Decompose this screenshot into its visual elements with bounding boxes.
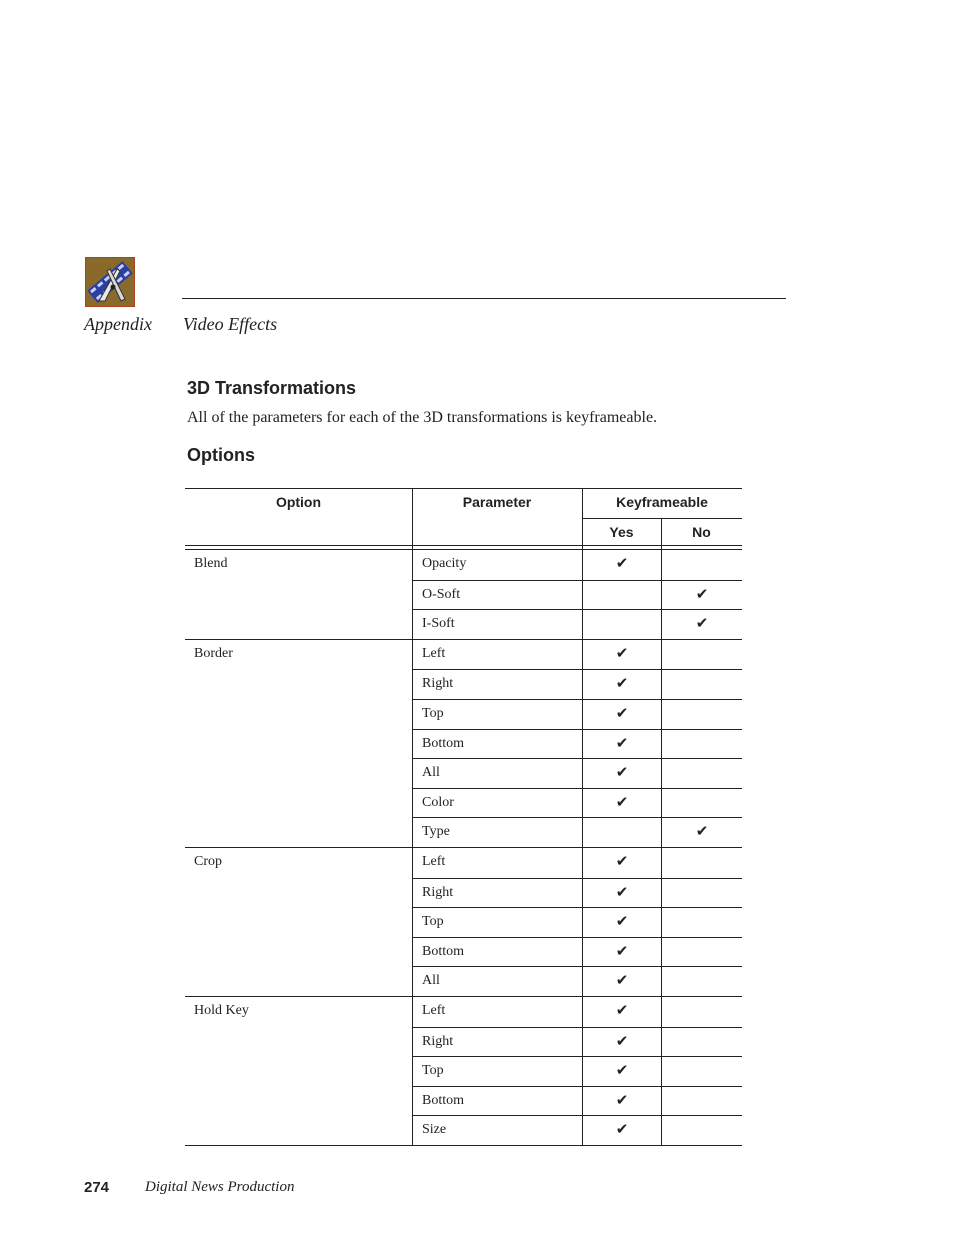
table-row <box>413 1056 742 1086</box>
keyframeable-yes-cell: ✔ <box>583 789 662 818</box>
keyframeable-yes-cell <box>583 818 662 847</box>
header-double-rule <box>185 545 742 546</box>
keyframeable-yes-cell: ✔ <box>583 759 662 788</box>
option-label: Crop <box>194 853 222 869</box>
table-row <box>413 640 742 670</box>
parameter-cell: Top <box>413 700 583 729</box>
keyframeable-no-cell <box>662 848 742 878</box>
parameter-cell: Right <box>413 670 583 699</box>
table-header <box>185 488 742 549</box>
book-title: Digital News Production <box>145 1179 295 1195</box>
table-row <box>413 609 742 639</box>
table-row <box>413 937 742 967</box>
keyframeable-no-cell <box>662 1028 742 1057</box>
keyframeable-yes-cell: ✔ <box>583 1087 662 1116</box>
table-row <box>413 669 742 699</box>
parameter-cell: Bottom <box>413 730 583 759</box>
table-row <box>413 997 742 1027</box>
table-row <box>413 1027 742 1057</box>
keyframeable-no-cell: ✔ <box>695 614 709 633</box>
intro-paragraph: All of the parameters for each of the 3D transformations is keyframeable. <box>187 409 658 426</box>
parameter-cell: Type <box>413 818 583 847</box>
parameter-cell: Left <box>413 997 583 1027</box>
keyframeable-no-cell <box>662 550 742 580</box>
table-row <box>413 699 742 729</box>
parameter-cell: Left <box>413 640 583 670</box>
option-label: Hold Key <box>194 1002 249 1018</box>
table-body <box>185 549 742 1146</box>
column-header-yes: Yes <box>609 524 634 540</box>
header-divider <box>582 489 583 549</box>
column-header-option: Option <box>275 494 322 510</box>
parameter-cell: Size <box>413 1116 583 1145</box>
keyframeable-no-cell <box>662 730 742 759</box>
keyframeable-no-cell <box>662 997 742 1027</box>
parameter-cell: I-Soft <box>413 610 583 639</box>
keyframeable-no-cell <box>662 640 742 670</box>
parameter-cell: Right <box>413 1028 583 1057</box>
keyframeable-yes-cell: ✔ <box>583 879 662 908</box>
header-rule <box>182 298 786 299</box>
parameter-cell: Color <box>413 789 583 818</box>
option-group <box>185 996 742 1146</box>
table-row <box>413 580 742 610</box>
keyframeable-no-cell <box>662 1057 742 1086</box>
option-group <box>185 847 742 996</box>
keyframeable-yes-cell: ✔ <box>583 1028 662 1057</box>
table-row <box>413 817 742 847</box>
option-group <box>185 549 742 639</box>
keyframeable-no-cell <box>662 938 742 967</box>
keyframeable-yes-cell: ✔ <box>583 967 662 996</box>
parameter-cell: O-Soft <box>413 581 583 610</box>
keyframeable-yes-cell: ✔ <box>583 997 662 1027</box>
table-row <box>413 1115 742 1145</box>
table-row <box>413 907 742 937</box>
page-number: 274 <box>84 1179 110 1196</box>
option-label: Blend <box>194 556 228 571</box>
option-group <box>185 639 742 847</box>
keyframeable-yes-cell <box>583 610 662 639</box>
table-row <box>413 550 742 580</box>
keyframeable-yes-cell <box>583 581 662 610</box>
keyframeable-no-cell <box>662 789 742 818</box>
film-strip-scissors-icon <box>85 257 135 307</box>
parameter-rows <box>412 550 742 639</box>
keyframeable-no-cell <box>662 759 742 788</box>
keyframeable-yes-cell: ✔ <box>583 700 662 729</box>
parameter-cell: Bottom <box>413 938 583 967</box>
parameter-cell: All <box>413 967 583 996</box>
options-table <box>185 488 742 1146</box>
keyframeable-yes-cell: ✔ <box>583 550 662 580</box>
parameter-cell: Top <box>413 908 583 937</box>
keyframeable-yes-cell: ✔ <box>583 1116 662 1145</box>
keyframeable-no-cell <box>662 908 742 937</box>
table-row <box>413 729 742 759</box>
keyframeable-yes-cell: ✔ <box>583 1057 662 1086</box>
keyframeable-no-cell <box>662 879 742 908</box>
table-row <box>413 848 742 878</box>
table-row <box>413 878 742 908</box>
keyframeable-no-cell <box>662 1087 742 1116</box>
parameter-cell: All <box>413 759 583 788</box>
keyframeable-yes-cell: ✔ <box>583 730 662 759</box>
table-row <box>413 966 742 996</box>
heading-options: Options <box>187 445 255 465</box>
header-divider <box>582 518 742 519</box>
column-header-parameter: Parameter <box>462 494 532 510</box>
keyframeable-yes-cell: ✔ <box>583 848 662 878</box>
table-row <box>413 788 742 818</box>
keyframeable-yes-cell: ✔ <box>583 938 662 967</box>
heading-3d-transformations: 3D Transformations <box>187 378 357 398</box>
parameter-rows <box>412 848 742 996</box>
keyframeable-no-cell: ✔ <box>695 584 709 603</box>
parameter-cell: Right <box>413 879 583 908</box>
parameter-cell: Top <box>413 1057 583 1086</box>
chapter-title: Video Effects <box>183 314 278 334</box>
parameter-rows <box>412 640 742 847</box>
keyframeable-no-cell: ✔ <box>695 822 709 841</box>
keyframeable-no-cell <box>662 700 742 729</box>
header-divider <box>412 489 413 549</box>
keyframeable-yes-cell: ✔ <box>583 640 662 670</box>
keyframeable-yes-cell: ✔ <box>583 908 662 937</box>
table-row <box>413 758 742 788</box>
keyframeable-no-cell <box>662 670 742 699</box>
column-header-no: No <box>692 524 711 540</box>
keyframeable-no-cell <box>662 967 742 996</box>
option-label: Border <box>194 645 233 661</box>
parameter-cell: Left <box>413 848 583 878</box>
keyframeable-no-cell <box>662 1116 742 1145</box>
table-row <box>413 1086 742 1116</box>
parameter-rows <box>412 997 742 1145</box>
parameter-cell: Opacity <box>413 550 583 580</box>
column-header-keyframeable: Keyframeable <box>616 494 708 510</box>
parameter-cell: Bottom <box>413 1087 583 1116</box>
section-label: Appendix <box>84 314 152 334</box>
keyframeable-yes-cell: ✔ <box>583 670 662 699</box>
